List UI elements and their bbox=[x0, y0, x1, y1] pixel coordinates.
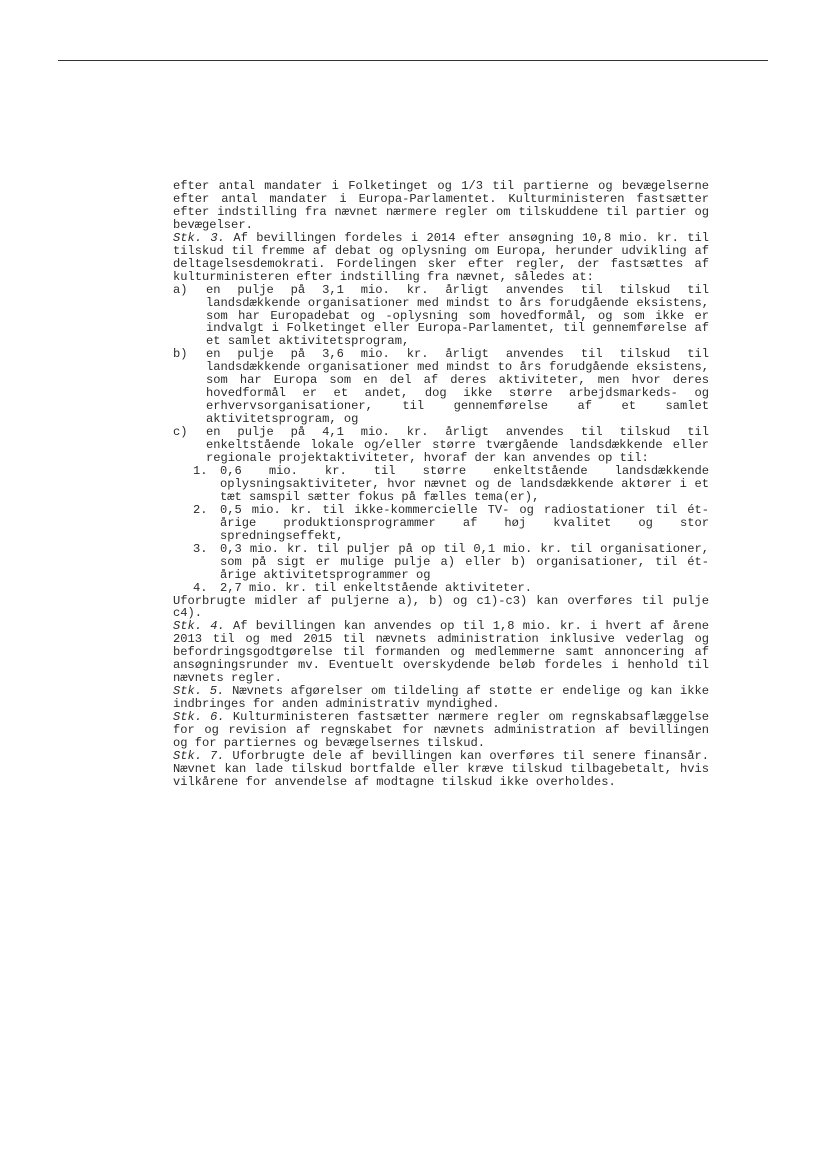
unused-funds-paragraph: Uforbrugte midler af puljerne a), b) og c1)-c3) kan overføres til pulje c4). bbox=[173, 593, 709, 621]
sub-item-3 bbox=[173, 543, 709, 582]
stk6-paragraph bbox=[173, 711, 709, 750]
list-item-b bbox=[173, 348, 709, 426]
list-item-text: en pulje på 3,6 mio. kr. årligt anvendes til tilskud til landsdækkende organisationer med mindst to års forudgående eksistens, som har Europa som en del af deres aktiviteter, men hvor deres hovedformål er et andet, dog ikke større arbejdsmarkeds- og erhvervsorganisationer, til gennemførelse af et samlet aktivitetsprogram, og bbox=[206, 347, 709, 427]
list-item-label: b) bbox=[173, 347, 188, 362]
list-item-text: en pulje på 4,1 mio. kr. årligt anvendes til tilskud til enkeltstående lokale og/eller større tværgående landsdækkende eller regionale projektaktiviteter, hvoraf der kan anvendes op til: bbox=[206, 425, 709, 466]
sub-item-number: 2. bbox=[193, 502, 208, 517]
list-item-label: a) bbox=[173, 282, 188, 297]
stk6-text: Kulturministeren fastsætter nærmere regler om regnskabsaflæggelse for og revision af regnskabet for nævnets administration af bevillingen og for partiernes og bevægelsernes tilskud. bbox=[173, 710, 709, 750]
sub-item-4 bbox=[173, 582, 709, 595]
sub-item-text: 0,6 mio. kr. til større enkeltstående landsdækkende oplysningsaktiviteter, hvor nævnet og de landsdækkende aktører i et tæt samspil sætter fokus på fælles tema(er), bbox=[220, 463, 709, 504]
stk4-paragraph bbox=[173, 620, 709, 685]
intro-paragraph: efter antal mandater i Folketinget og 1/3 til partierne og bevægelserne efter antal mandater i Europa-Parlamentet. Kulturministeren fastsætter efter indstilling fra nævnet nærmere regler om tilskuddene til partier og bevægelser. bbox=[173, 179, 709, 232]
stk5-paragraph bbox=[173, 685, 709, 711]
stk7-text: Uforbrugte dele af bevillingen kan overføres til senere finansår. Nævnet kan lade tilskud bortfalde eller kræve tilskud tilbagebetalt, hvis vilkårene for anvendelse af modtagne tilskud ikke overholdes. bbox=[173, 748, 709, 789]
sub-item-1 bbox=[173, 465, 709, 504]
list-item-a bbox=[173, 284, 709, 349]
sub-item-number: 3. bbox=[193, 541, 208, 556]
stk5-label: Stk. 5. bbox=[173, 684, 225, 699]
list-item-text: en pulje på 3,1 mio. kr. årligt anvendes til tilskud til landsdækkende organisationer med mindst to års forudgående eksistens, som har Europadebat og -oplysning som hovedformål, og som ikke er indvalgt i Folketinget eller Europa-Parlamentet, til gennemførelse af et samlet aktivitetsprogram, bbox=[206, 282, 709, 349]
sub-item-text: 0,5 mio. kr. til ikke-kommercielle TV- og radiostationer til ét-årige produktionsprogrammer af høj kvalitet og stor spredningseffekt, bbox=[220, 502, 709, 543]
list-item-label: c) bbox=[173, 425, 188, 440]
sub-item-text: 2,7 mio. kr. til enkeltstående aktiviteter. bbox=[220, 580, 533, 595]
sub-item-number: 4. bbox=[193, 580, 208, 595]
stk7-paragraph bbox=[173, 750, 709, 789]
sub-item-number: 1. bbox=[193, 463, 208, 478]
stk3-paragraph bbox=[173, 232, 709, 284]
list-item-c bbox=[173, 426, 709, 465]
stk3-text: Af bevillingen fordeles i 2014 efter ansøgning 10,8 mio. kr. til tilskud til fremme af debat og oplysning om Europa, herunder udvikling af deltagelsesdemokrati. Fordelingen sker efter regler, der fastsættes af kulturministeren efter indstilling fra nævnet, således at: bbox=[173, 230, 709, 284]
sub-item-2 bbox=[173, 504, 709, 543]
stk3-label: Stk. 3. bbox=[173, 230, 225, 245]
stk6-label: Stk. 6. bbox=[173, 710, 225, 725]
sub-item-text: 0,3 mio. kr. til puljer på op til 0,1 mio. kr. til organisationer, som på sigt er mulige pulje a) eller b) organisationer, til ét-årige aktivitetsprogrammer og bbox=[220, 541, 709, 582]
document-body bbox=[173, 180, 709, 789]
stk5-text: Nævnets afgørelser om tildeling af støtte er endelige og kan ikke indbringes for anden administrativ myndighed. bbox=[173, 684, 709, 712]
stk4-label: Stk. 4. bbox=[173, 619, 225, 634]
stk4-text: Af bevillingen kan anvendes op til 1,8 mio. kr. i hvert af årene 2013 til og med 2015 til nævnets administration inklusive vederlag og befordringsgodtgørelse til formanden og medlemmerne samt annoncering af ansøgningsrunder mv. Eventuelt overskydende beløb fordeles i henhold til nævnets regler. bbox=[173, 619, 709, 686]
header-rule bbox=[58, 60, 768, 61]
stk7-label: Stk. 7. bbox=[173, 748, 225, 763]
